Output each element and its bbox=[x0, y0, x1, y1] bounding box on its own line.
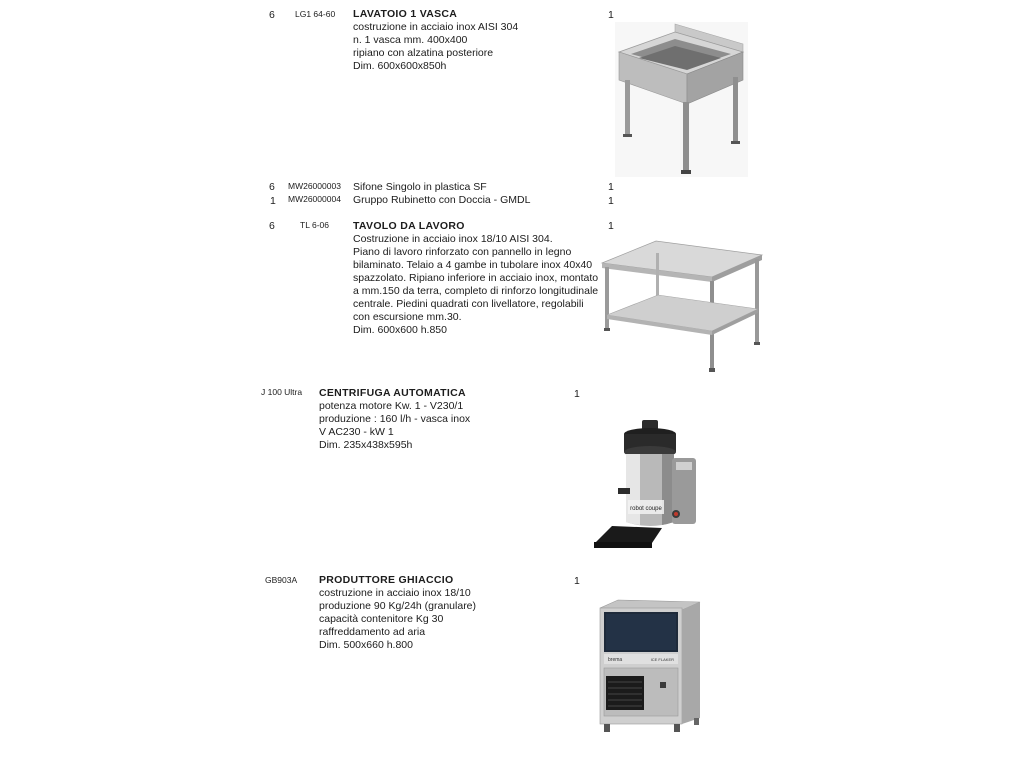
description-line: raffreddamento ad aria bbox=[319, 626, 426, 638]
item-count: 1 bbox=[574, 388, 580, 400]
description-line: Dim. 600x600 h.850 bbox=[353, 324, 447, 336]
item-title: CENTRIFUGA AUTOMATICA bbox=[319, 387, 466, 399]
item-qty: 6 bbox=[269, 9, 275, 21]
juicer-brand-label: robot coupe bbox=[630, 506, 662, 512]
item-code: MW26000003 bbox=[288, 181, 341, 191]
item-description bbox=[353, 21, 518, 73]
description-line: capacità contenitore Kg 30 bbox=[319, 613, 444, 625]
item-title: LAVATOIO 1 VASCA bbox=[353, 8, 458, 20]
description-line: spazzolato. Ripiano inferiore in acciaio inox, montato bbox=[353, 272, 599, 284]
description-line: ripiano con alzatina posteriore bbox=[353, 47, 494, 59]
description-line: bilaminato. Telaio a 4 gambe in tubolare inox 40x40 bbox=[353, 259, 593, 271]
item-count: 1 bbox=[608, 181, 614, 193]
description-line: con escursione mm.30. bbox=[353, 311, 462, 323]
item-code: MW26000004 bbox=[288, 194, 341, 204]
item-count: 1 bbox=[608, 9, 614, 21]
sink-image bbox=[615, 22, 748, 177]
item-code: J 100 Ultra bbox=[261, 387, 303, 397]
table-image bbox=[600, 235, 765, 375]
description-line: produzione : 160 l/h - vasca inox bbox=[319, 413, 471, 425]
item-title: Gruppo Rubinetto con Doccia - GMDL bbox=[353, 194, 531, 206]
description-line: costruzione in acciaio inox AISI 304 bbox=[353, 21, 519, 33]
item-description bbox=[353, 233, 598, 337]
description-line: Dim. 235x438x595h bbox=[319, 439, 413, 451]
item-code: LG1 64-60 bbox=[295, 9, 336, 19]
item-code: TL 6-06 bbox=[300, 220, 329, 230]
item-title: PRODUTTORE GHIACCIO bbox=[319, 574, 454, 586]
ice-maker-brand-label: brema bbox=[608, 657, 623, 663]
description-line: costruzione in acciaio inox 18/10 bbox=[319, 587, 471, 599]
item-count: 1 bbox=[608, 220, 614, 232]
description-line: Dim. 600x600x850h bbox=[353, 60, 447, 72]
item-description bbox=[319, 587, 476, 652]
item-count: 1 bbox=[608, 195, 614, 207]
description-line: centrale. Piedini quadrati con livellatore, regolabili bbox=[353, 298, 584, 310]
description-line: n. 1 vasca mm. 400x400 bbox=[353, 34, 468, 46]
ice-maker-model-label: ICE FLAKER bbox=[650, 657, 674, 662]
description-line: potenza motore Kw. 1 - V230/1 bbox=[319, 400, 464, 412]
item-title: TAVOLO DA LAVORO bbox=[353, 220, 465, 232]
item-description bbox=[319, 400, 470, 452]
item-count: 1 bbox=[574, 575, 580, 587]
description-line: Costruzione in acciaio inox 18/10 AISI 304. bbox=[353, 233, 553, 245]
description-line: Dim. 500x660 h.800 bbox=[319, 639, 413, 651]
item-title: Sifone Singolo in plastica SF bbox=[353, 181, 487, 193]
description-line: V AC230 - kW 1 bbox=[319, 426, 394, 438]
ice-maker-image bbox=[596, 598, 701, 734]
description-line: a mm.150 da terra, completo di rinforzo longitudinale bbox=[353, 285, 599, 297]
juicer-image bbox=[592, 418, 704, 555]
item-qty: 1 bbox=[270, 195, 276, 207]
description-line: Piano di lavoro rinforzato con pannello in legno bbox=[353, 246, 572, 258]
item-qty: 6 bbox=[269, 220, 275, 232]
description-line: produzione 90 Kg/24h (granulare) bbox=[319, 600, 477, 612]
item-code: GB903A bbox=[265, 575, 298, 585]
item-qty: 6 bbox=[269, 181, 275, 193]
